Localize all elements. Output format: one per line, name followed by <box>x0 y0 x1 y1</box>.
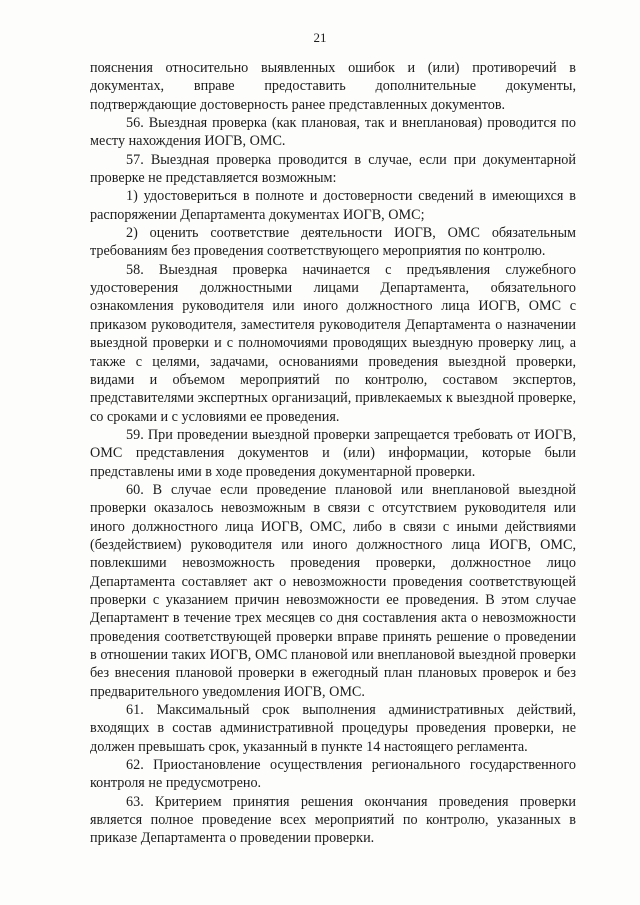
paragraph-61: 61. Максимальный срок выполнения административных действий, входящих в состав административной процедуры проведения проверки, не должен превышать срок, указанный в пункте 14 настоящего регламента. <box>90 702 576 755</box>
document-body <box>90 59 576 848</box>
page-number: 21 <box>313 30 327 45</box>
paragraph-57-item-2: 2) оценить соответствие деятельности ИОГВ, ОМС обязательным требованиям без проведения соответствующего мероприятия по контролю. <box>90 225 576 260</box>
paragraph-57-item-1: 1) удостовериться в полноте и достоверности сведений в имеющихся в распоряжении Департамента документах ИОГВ, ОМС; <box>90 188 576 223</box>
paragraph-59: 59. При проведении выездной проверки запрещается требовать от ИОГВ, ОМС представления документов и (или) информации, которые были представлены ими в ходе проведения документарной проверки. <box>90 426 576 480</box>
paragraph-continuation: пояснения относительно выявленных ошибок и (или) противоречий в документах, вправе предоставить дополнительные документы, подтверждающие достоверность ранее представленных документов. <box>90 60 576 113</box>
paragraph-62: 62. Приостановление осуществления регионального государственного контроля не предусмотрено. <box>90 757 576 792</box>
paragraph-57: 57. Выездная проверка проводится в случае, если при документарной проверке не представляется возможным: <box>90 151 576 187</box>
paragraph-63: 63. Критерием принятия решения окончания проведения проверки является полное проведение всех мероприятий по контролю, указанных в приказе Департамента о проведении проверки. <box>90 793 576 847</box>
paragraph-56: 56. Выездная проверка (как плановая, так и внеплановая) проводится по месту нахождения ИОГВ, ОМС. <box>90 115 576 150</box>
paragraph-58: 58. Выездная проверка начинается с предъявления служебного удостоверения должностными лицами Департамента, обязательного ознакомления руководителя или иного должностного лица ИОГВ, ОМС с приказом руководителя, заместителя руководителя Департамента о назначении выездной проверки и с полномочиями проводящих выездную проверку лиц, а также с целями, задачами, основаниями проведения выездной проверки, видами и объемом мероприятий по контролю, составом экспертов, представителями экспертных организаций, привлекаемых к выездной проверке, со сроками и с условиями ее проведения. <box>90 261 576 425</box>
paragraph-60: 60. В случае если проведение плановой или внеплановой выездной проверки оказалось невозможным в связи с отсутствием руководителя или иного должностного лица ИОГВ, ОМС, либо в связи с иными действиями (бездействием) руководителя или иного должностного лица ИОГВ, ОМС, повлекшими невозможность проведения проверки, должностное лицо Департамента составляет акт о невозможности проведения соответствующей проверки с указанием причин невозможности ее проведения. В этом случае Департамент в течение трех месяцев со дня составления акта о невозможности проведения соответствующей проверки вправе принять решение о проведении в отношении таких ИОГВ, ОМС плановой или внеплановой выездной проверки без внесения плановой проверки в ежегодный план плановых проверок и без предварительного уведомления ИОГВ, ОМС. <box>90 481 576 700</box>
